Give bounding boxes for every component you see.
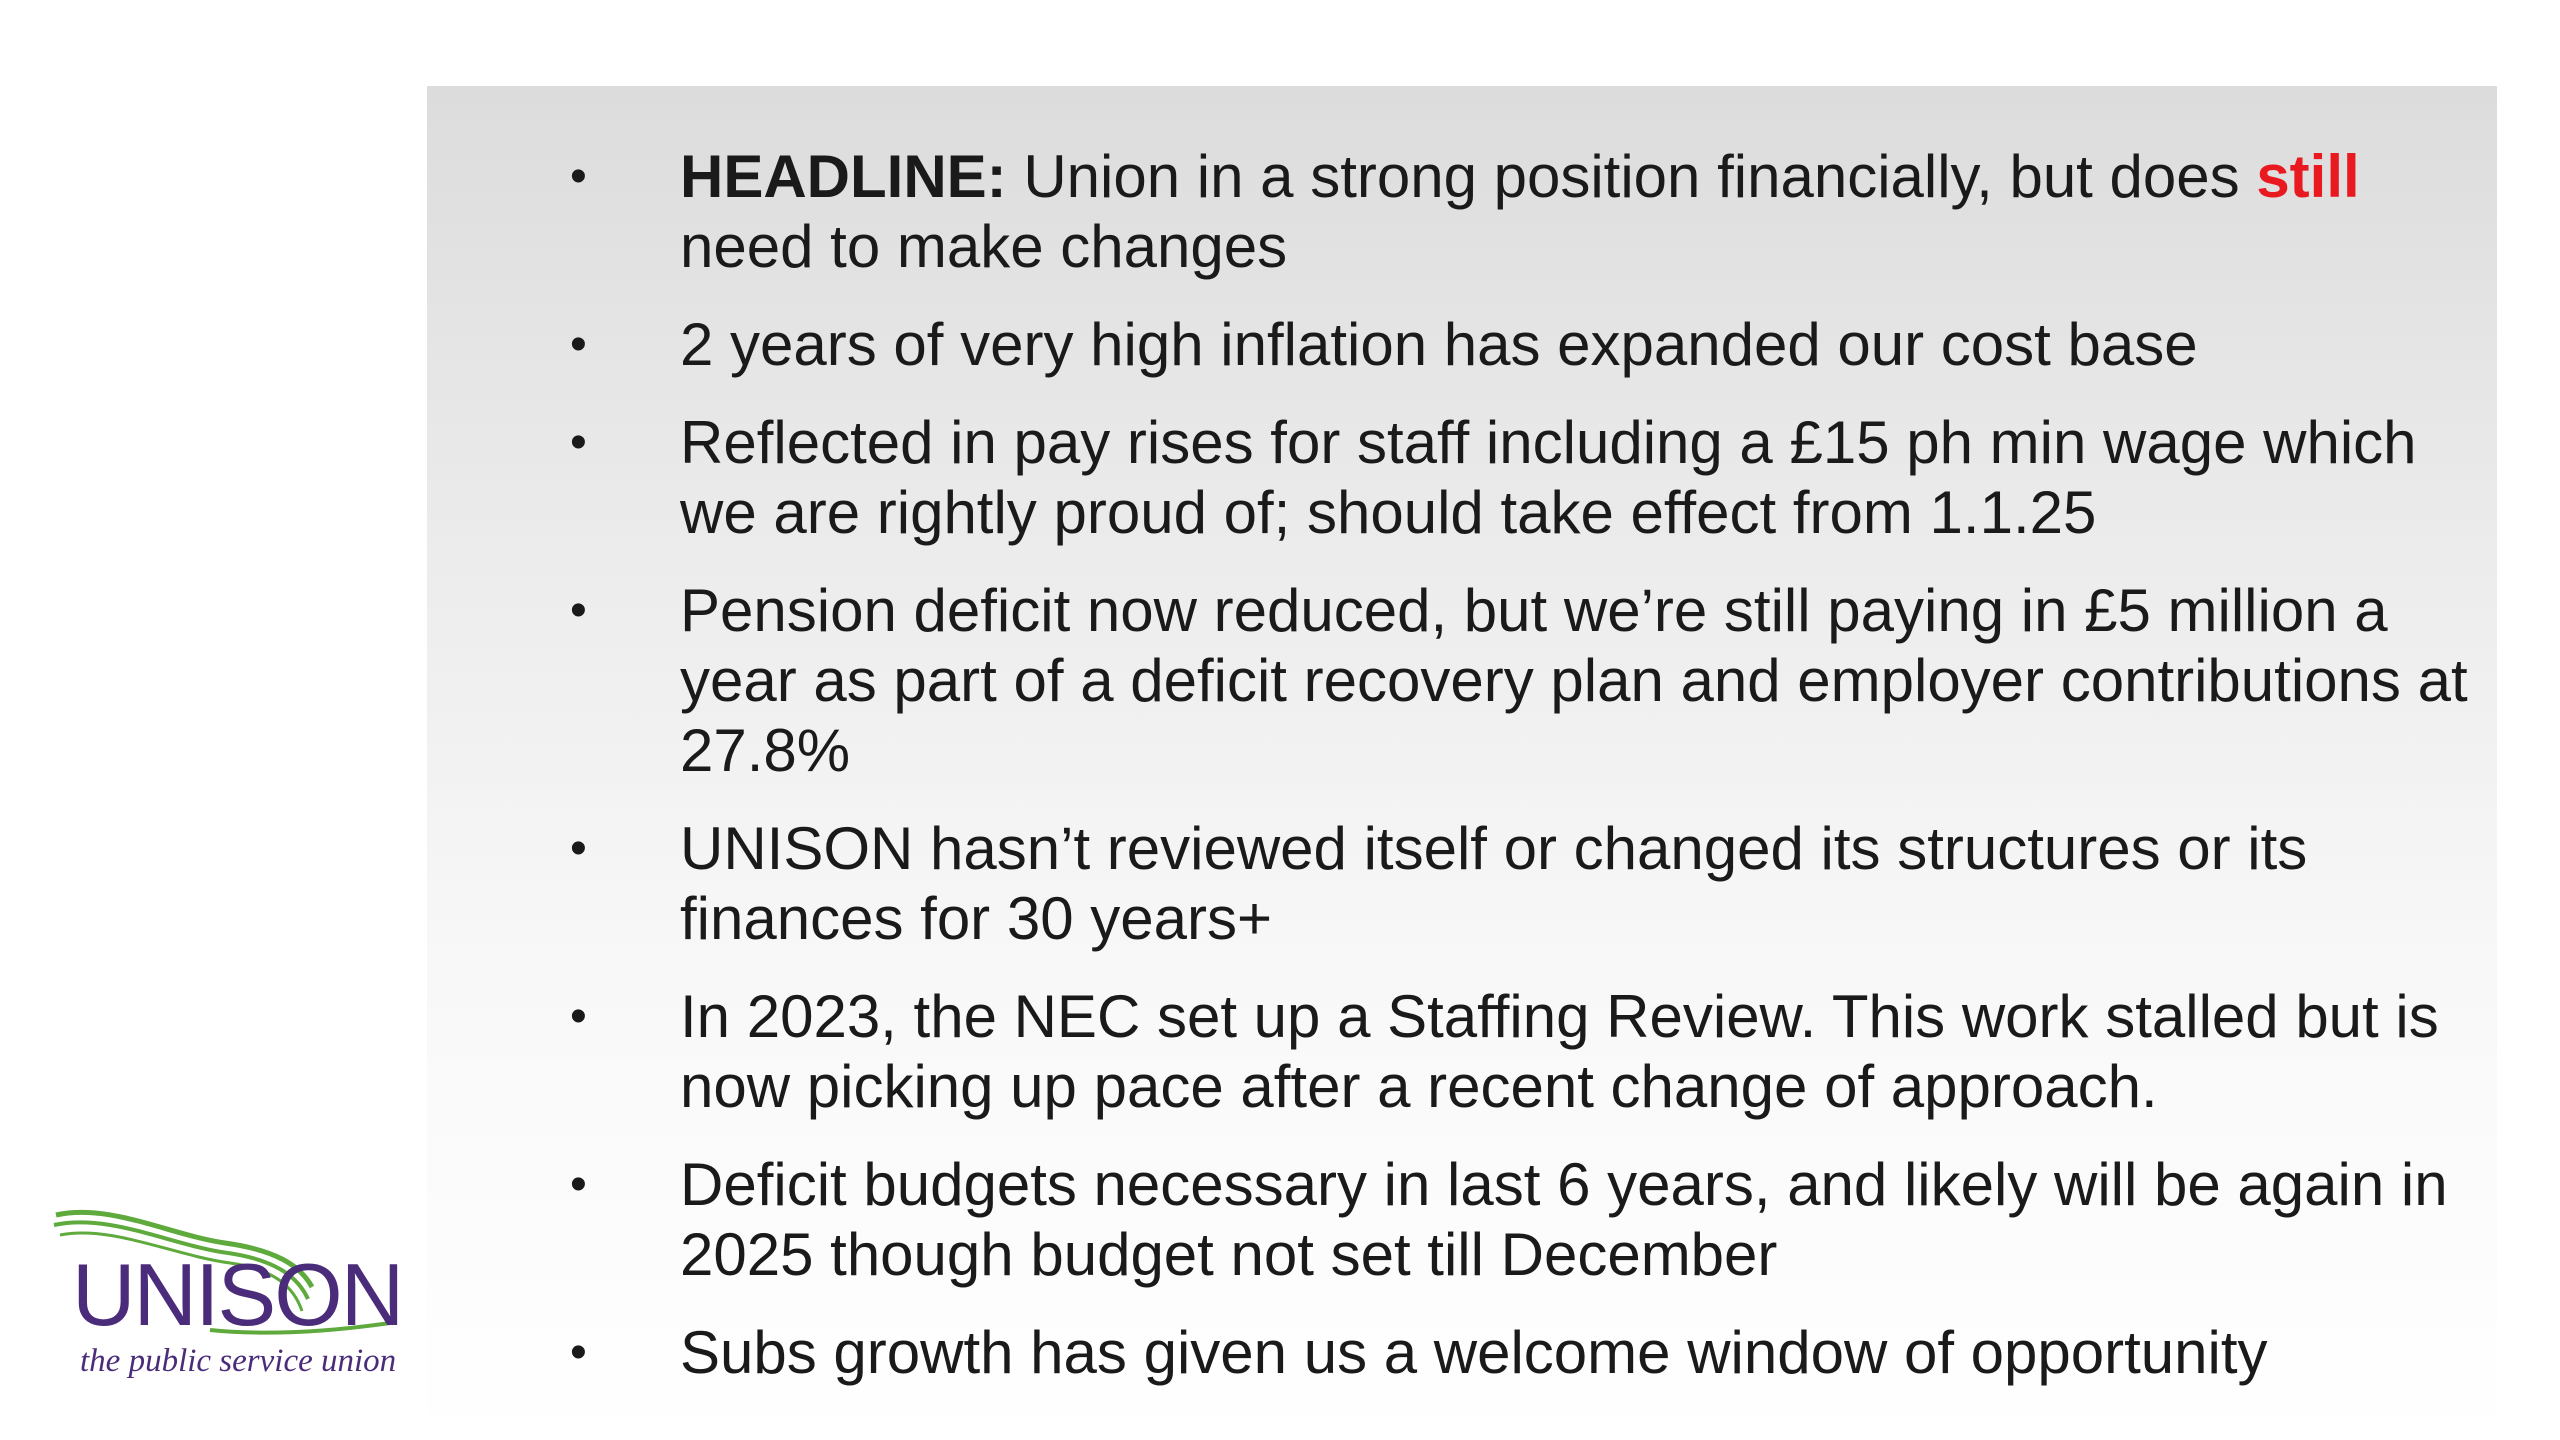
bullet-item (570, 814, 2470, 954)
headline-label: HEADLINE: (680, 143, 1007, 210)
bullet-item (570, 1150, 2470, 1290)
bullet-item (570, 310, 2470, 380)
bullet-item (570, 408, 2470, 548)
bullet-dot-icon: • (570, 318, 587, 371)
bullet-text: Union in a strong position financially, but does (1006, 143, 2257, 210)
bullet-text: 2 years of very high inflation has expanded our cost base (680, 311, 2198, 378)
bullet-text: Reflected in pay rises for staff including a £15 ph min wage which we are rightly proud of; should take effect from 1.1.25 (680, 409, 2417, 546)
logo-tagline: the public service union (80, 1343, 397, 1379)
bullet-text: Pension deficit now reduced, but we’re still paying in £5 million a year as part of a deficit recovery plan and employer contributions at 27.8% (680, 577, 2468, 784)
bullet-text: Deficit budgets necessary in last 6 years, and likely will be again in 2025 though budget not set till December (680, 1151, 2448, 1288)
bullet-item (570, 1318, 2470, 1388)
bullet-list (570, 142, 2470, 1416)
emphasis-text: still (2256, 143, 2360, 210)
unison-logo (50, 1195, 410, 1385)
bullet-dot-icon: • (570, 416, 587, 469)
bullet-text: UNISON hasn’t reviewed itself or changed its structures or its finances for 30 years+ (680, 815, 2308, 952)
bullet-text: In 2023, the NEC set up a Staffing Review. This work stalled but is now picking up pace after a recent change of approach. (680, 983, 2439, 1120)
bullet-dot-icon: • (570, 822, 587, 875)
bullet-dot-icon: • (570, 1158, 587, 1211)
bullet-dot-icon: • (570, 990, 587, 1043)
logo-wordmark: UNISON (72, 1245, 403, 1344)
bullet-item (570, 982, 2470, 1122)
bullet-dot-icon: • (570, 150, 587, 203)
bullet-text: Subs growth has given us a welcome window of opportunity (680, 1319, 2268, 1386)
bullet-dot-icon: • (570, 1326, 587, 1379)
bullet-dot-icon: • (570, 584, 587, 637)
bullet-item (570, 142, 2470, 282)
bullet-item (570, 576, 2470, 786)
bullet-text: need to make changes (680, 213, 1288, 280)
